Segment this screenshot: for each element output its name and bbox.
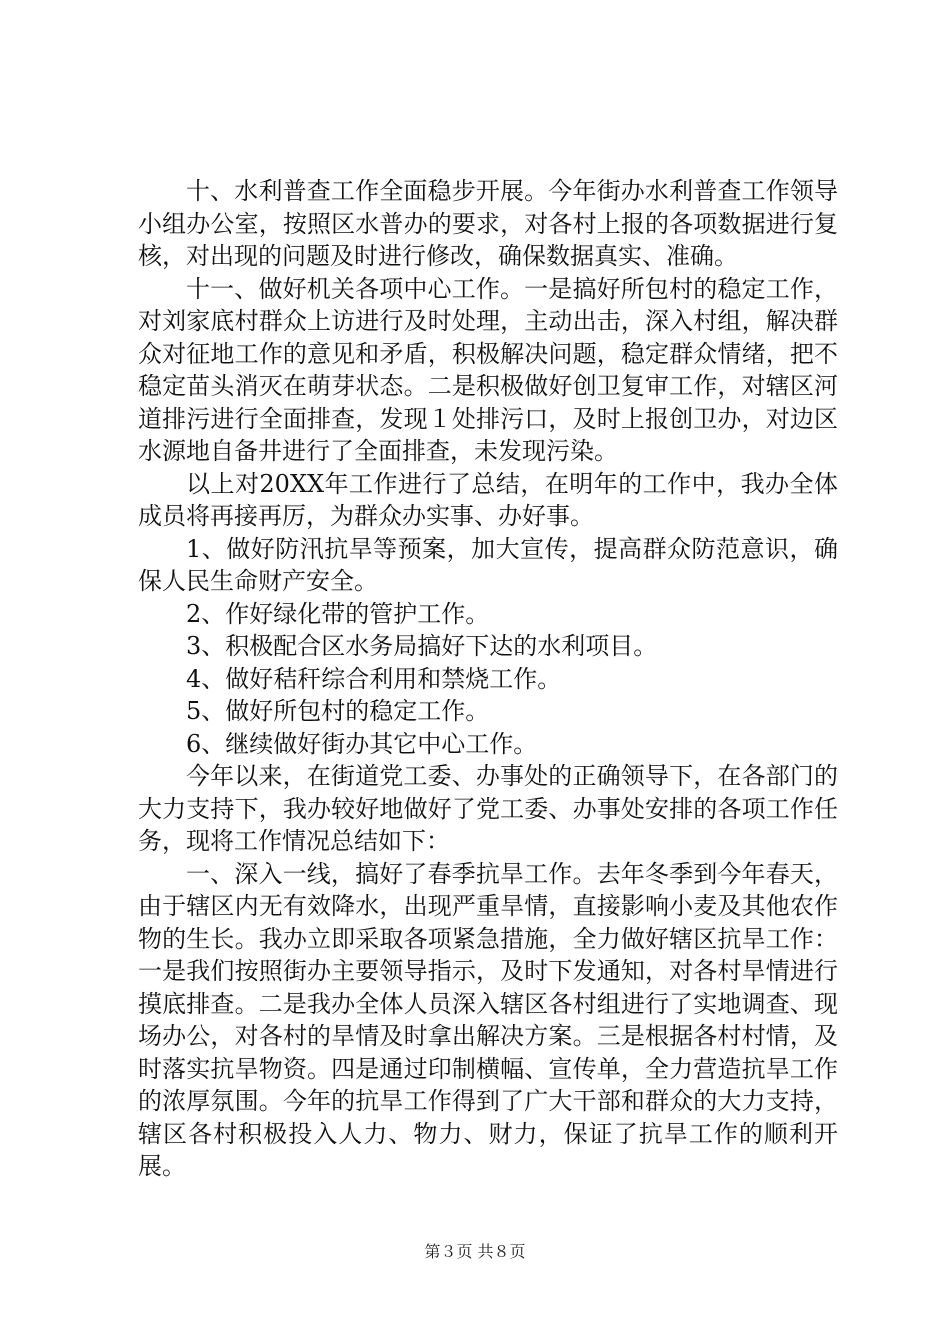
plan-item-4: 4、做好秸秆综合利用和禁烧工作。	[186, 664, 562, 693]
plan-item-1: 1、做好防汛抗旱等预案，加大宣传，提高群众防范意识，确保人民生命财产安全。	[138, 534, 838, 595]
paragraph-central-work: 十一、做好机关各项中心工作。一是搞好所包村的稳定工作，对刘家底村群众上访进行及时处理，主动出击，深入村组，解决群众对征地工作的意见和矛盾，积极解决问题，稳定群众情绪，把不稳定苗头消灭在萌芽状态。二是积极做好创卫复审工作，对辖区河道排污进行全面排查，发现１处排污口，及时上报创卫办，对边区水源地自备井进行了全面排查，未发现污染。	[138, 274, 838, 465]
paragraph-year-overview: 今年以来，在街道党工委、办事处的正确领导下，在各部门的大力支持下，我办较好地做好了党工委、办事处安排的各项工作任务，现将工作情况总结如下：	[138, 762, 838, 855]
document-body	[138, 175, 838, 1183]
plan-item-6: 6、继续做好街办其它中心工作。	[186, 729, 538, 758]
paragraph-water-census: 十、水利普查工作全面稳步开展。今年街办水利普查工作领导小组办公室，按照区水普办的要求，对各村上报的各项数据进行复核，对出现的问题及时进行修改，确保数据真实、准确。	[138, 177, 838, 270]
paragraph-drought-relief: 一、深入一线，搞好了春季抗旱工作。去年冬季到今年春天，由于辖区内无有效降水，出现严重旱情，直接影响小麦及其他农作物的生长。我办立即采取各项紧急措施，全力做好辖区抗旱工作：一是我们按照街办主要领导指示，及时下发通知，对各村旱情进行摸底排查。二是我办全体人员深入辖区各村组进行了实地调查、现场办公，对各村的旱情及时拿出解决方案。三是根据各村村情，及时落实抗旱物资。四是通过印制横幅、宣传单，全力营造抗旱工作的浓厚氛围。今年的抗旱工作得到了广大干部和群众的大力支持，辖区各村积极投入人力、物力、财力，保证了抗旱工作的顺利开展。	[138, 859, 838, 1180]
plan-item-5: 5、做好所包村的稳定工作。	[186, 697, 490, 725]
paragraph-summary-intro: 以上对20XX年工作进行了总结，在明年的工作中，我办全体成员将再接再厉，为群众办实事、办好事。	[138, 469, 838, 530]
plan-item-2: 2、作好绿化带的管护工作。	[186, 599, 490, 628]
plan-item-3: 3、积极配合区水务局搞好下达的水利项目。	[186, 632, 658, 660]
page-footer: 第３页 共８页	[424, 1242, 526, 1261]
